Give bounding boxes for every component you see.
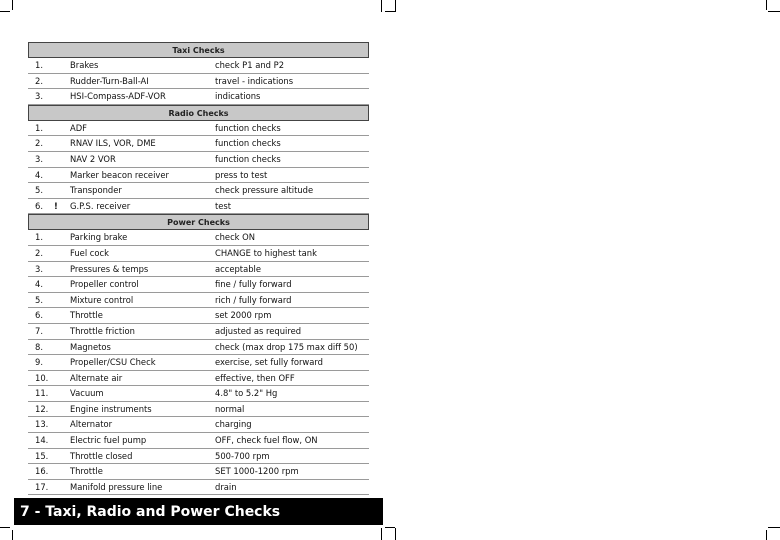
row-item: Throttle closed: [70, 450, 133, 461]
crop-mark: [385, 527, 395, 528]
row-number: 6.: [35, 200, 43, 211]
section-header: Radio Checks: [28, 105, 369, 121]
checklist-row: [28, 433, 369, 449]
row-item: Rudder-Turn-Ball-AI: [70, 75, 149, 86]
crop-mark: [381, 0, 382, 12]
crop-mark: [385, 11, 395, 12]
row-number: 6.: [35, 310, 43, 321]
footer-title: 7 - Taxi, Radio and Power Checks: [20, 504, 281, 520]
row-action: 500-700 rpm: [215, 450, 270, 461]
checklist-table: [28, 42, 369, 495]
row-number: 9.: [35, 357, 43, 368]
row-action: exercise, set fully forward: [215, 357, 323, 368]
row-number: 3.: [35, 263, 43, 274]
checklist-row: [28, 136, 369, 152]
row-number: 4.: [35, 279, 43, 290]
row-action: OFF, check fuel flow, ON: [215, 435, 318, 446]
checklist-row: [28, 183, 369, 199]
row-action: SET 1000-1200 rpm: [215, 466, 299, 477]
footer-title-banner: [14, 498, 383, 525]
row-item: Magnetos: [70, 341, 111, 352]
row-number: 5.: [35, 294, 43, 305]
checklist-row: [28, 417, 369, 433]
row-item: Engine instruments: [70, 403, 152, 414]
row-action: press to test: [215, 169, 268, 180]
checklist-row: [28, 386, 369, 402]
row-action: acceptable: [215, 263, 262, 274]
row-action: test: [215, 200, 232, 211]
checklist-row: [28, 246, 369, 262]
row-action: function checks: [215, 122, 281, 133]
row-number: 10.: [35, 372, 49, 383]
crop-mark: [768, 11, 780, 12]
row-number: 1.: [35, 232, 43, 243]
row-action: normal: [215, 403, 245, 414]
section-header: Taxi Checks: [28, 42, 369, 58]
checklist-row: [28, 199, 369, 215]
checklist-row: [28, 152, 369, 168]
row-action: check P1 and P2: [215, 60, 285, 70]
checklist-row: [28, 277, 369, 293]
checklist-row: [28, 324, 369, 340]
row-action: check pressure altitude: [215, 185, 314, 196]
crop-mark: [0, 527, 10, 528]
row-number: 2.: [35, 138, 43, 149]
row-item: Manifold pressure line: [70, 481, 163, 492]
checklist-row: [28, 121, 369, 137]
row-item: Transponder: [70, 185, 122, 196]
row-number: 7.: [35, 325, 43, 336]
row-item: Mixture control: [70, 294, 134, 305]
row-number: 1.: [35, 122, 43, 133]
row-number: 13.: [35, 419, 49, 430]
row-item: HSI-Compass-ADF-VOR: [70, 91, 166, 102]
row-action: charging: [215, 419, 252, 430]
row-number: 8.: [35, 341, 43, 352]
row-item: Pressures & temps: [70, 263, 149, 274]
row-action: adjusted as required: [215, 325, 302, 336]
row-item: Brakes: [70, 60, 99, 70]
row-action: indications: [215, 91, 261, 102]
checklist-row: [28, 371, 369, 387]
row-number: 2.: [35, 75, 43, 86]
row-item: Throttle friction: [70, 325, 135, 336]
row-number: 1.: [35, 60, 43, 70]
row-item: RNAV ILS, VOR, DME: [70, 138, 156, 149]
row-action: 4.8" to 5.2" Hg: [215, 388, 278, 399]
crop-mark: [12, 530, 13, 540]
crop-mark: [766, 0, 767, 10]
row-item: Propeller/CSU Check: [70, 357, 156, 368]
row-item: Alternator: [70, 419, 113, 430]
crop-mark: [768, 527, 780, 528]
row-item: Throttle: [70, 466, 103, 477]
section-header: Power Checks: [28, 214, 369, 230]
crop-mark: [395, 528, 396, 540]
row-number: 16.: [35, 466, 49, 477]
row-item: Propeller control: [70, 279, 139, 290]
checklist-row: [28, 168, 369, 184]
checklist-row: [28, 480, 369, 496]
row-action: travel - indications: [215, 75, 294, 86]
crop-mark: [395, 0, 396, 12]
row-action: check (max drop 175 max diff 50): [215, 341, 358, 352]
row-number: 14.: [35, 435, 49, 446]
row-item: Parking brake: [70, 232, 128, 243]
checklist-row: [28, 293, 369, 309]
row-item: Marker beacon receiver: [70, 169, 169, 180]
crop-mark: [12, 0, 13, 10]
row-item: G.P.S. receiver: [70, 200, 131, 211]
row-action: fine / fully forward: [215, 279, 292, 290]
row-action: rich / fully forward: [215, 294, 292, 305]
crop-mark: [0, 11, 10, 12]
row-item: Vacuum: [70, 388, 104, 399]
row-number: 4.: [35, 169, 43, 180]
checklist-row: [28, 74, 369, 90]
checklist-row: [28, 230, 369, 246]
row-number: 3.: [35, 91, 43, 102]
row-action: CHANGE to highest tank: [215, 247, 317, 258]
checklist-row: [28, 464, 369, 480]
checklist-row: [28, 355, 369, 371]
row-item: Electric fuel pump: [70, 435, 147, 446]
row-number: 2.: [35, 247, 43, 258]
row-number: 11.: [35, 388, 49, 399]
row-item: Throttle: [70, 310, 103, 321]
row-action: function checks: [215, 138, 281, 149]
checklist-row: [28, 308, 369, 324]
row-number: 17.: [35, 481, 49, 492]
row-action: set 2000 rpm: [215, 310, 272, 321]
row-action: drain: [215, 481, 237, 492]
row-item: Fuel cock: [70, 247, 109, 258]
checklist-row: [28, 449, 369, 465]
row-number: 15.: [35, 450, 49, 461]
row-number: 12.: [35, 403, 49, 414]
crop-mark: [381, 528, 382, 540]
crop-mark: [766, 530, 767, 540]
row-marker: !: [54, 200, 58, 211]
row-action: function checks: [215, 153, 281, 164]
row-item: Alternate air: [70, 372, 123, 383]
checklist-row: [28, 58, 369, 74]
checklist-row: [28, 262, 369, 278]
row-number: 3.: [35, 153, 43, 164]
row-item: ADF: [70, 122, 87, 133]
row-number: 5.: [35, 185, 43, 196]
row-action: effective, then OFF: [215, 372, 295, 383]
checklist-row: [28, 89, 369, 105]
checklist-row: [28, 340, 369, 356]
checklist-row: [28, 402, 369, 418]
row-action: check ON: [215, 232, 256, 243]
row-item: NAV 2 VOR: [70, 153, 116, 164]
